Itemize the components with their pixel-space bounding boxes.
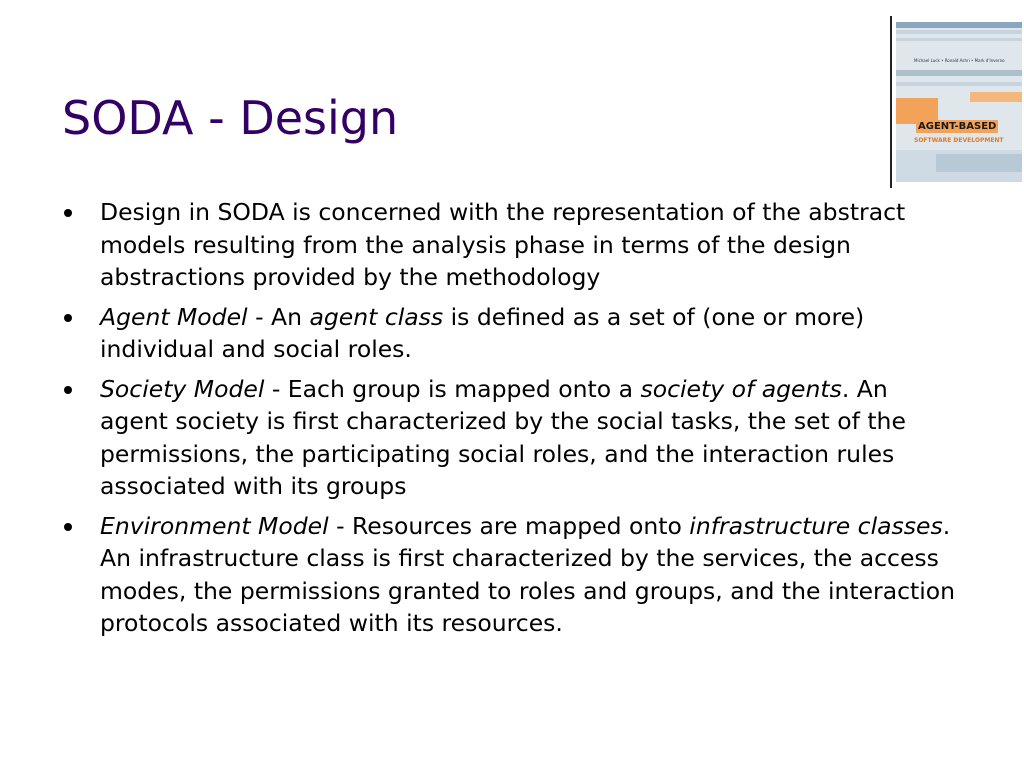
bullet-agent-model xyxy=(62,301,962,366)
bullet-term: Environment Model xyxy=(100,511,329,540)
bullet-text: is defined as a set of (one or more) individual and social roles. xyxy=(100,302,865,363)
bullet-text: . An agent society is first characterized by the social tasks, the set of the permissions, the participating social roles, and the interaction rules associated with its groups xyxy=(100,374,906,500)
bullet-term-emphasis: infrastructure classes xyxy=(689,511,943,540)
book-cover-accent xyxy=(970,92,1022,102)
book-cover-title: AGENT-BASED xyxy=(918,121,997,132)
book-cover-stripe xyxy=(896,70,1022,76)
book-cover-image xyxy=(896,22,1022,182)
bullet-dot-icon xyxy=(64,523,72,531)
bullet-text: - An xyxy=(247,302,310,331)
bullet-text: . An infrastructure class is first characterized by the services, the access modes, the permissions granted to roles and groups, and the interaction protocols associated with its resources. xyxy=(100,511,956,637)
book-cover-subtitle: SOFTWARE DEVELOPMENT xyxy=(914,137,1004,144)
slide-title: SODA - Design xyxy=(62,91,399,145)
bullet-design-intro xyxy=(62,196,962,294)
bullet-dot-icon xyxy=(64,209,72,217)
bullet-environment-model xyxy=(62,510,962,640)
bullet-text: - Resources are mapped onto xyxy=(328,511,690,540)
book-cover-lower-block xyxy=(936,154,1022,172)
bullet-society-model xyxy=(62,373,962,503)
book-cover-stripe xyxy=(896,82,1022,86)
bullet-term-emphasis: agent class xyxy=(309,302,444,331)
bullet-list xyxy=(62,196,962,647)
book-divider xyxy=(890,16,892,188)
bullet-text: Design in SODA is concerned with the representation of the abstract models resulting from the analysis phase in terms of the design abstractions provided by the methodology xyxy=(100,198,906,291)
bullet-dot-icon xyxy=(64,386,72,394)
bullet-term: Society Model xyxy=(100,374,265,403)
bullet-text: - Each group is mapped onto a xyxy=(264,374,641,403)
book-cover-stripe xyxy=(896,38,1022,41)
book-cover-band xyxy=(896,22,1022,28)
bullet-dot-icon xyxy=(64,314,72,322)
book-cover-authors: Michael Luck • Ronald Ashri • Mark d'Inverno xyxy=(914,58,1005,63)
bullet-term: Agent Model xyxy=(100,302,248,331)
bullet-term-emphasis: society of agents xyxy=(640,374,842,403)
book-cover-stripe xyxy=(896,30,1022,34)
